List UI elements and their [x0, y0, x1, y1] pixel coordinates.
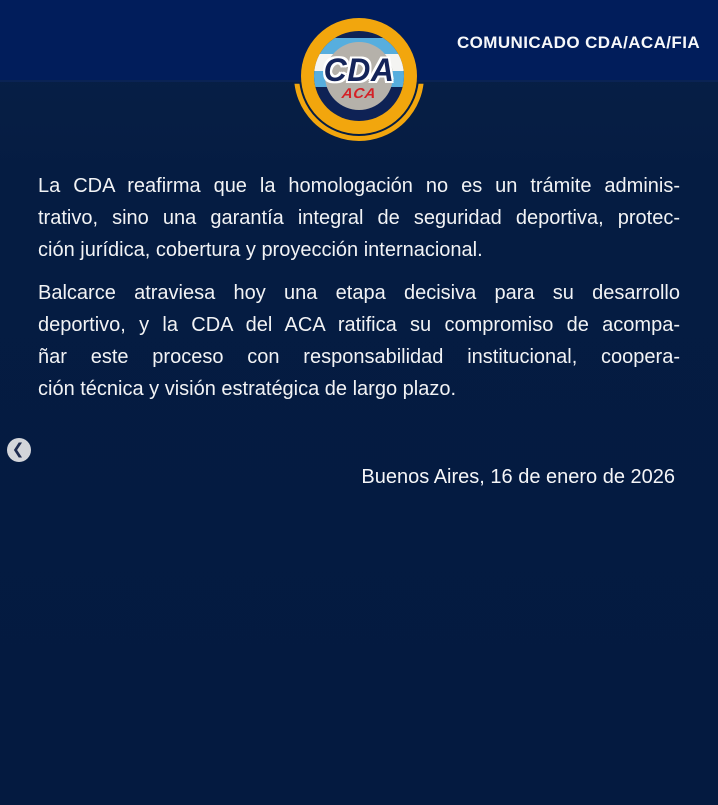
paragraph-line: Balcarce atraviesa hoy una etapa decisiva para su desarrollo	[38, 282, 680, 304]
communique-body	[0, 80, 718, 493]
header-title: COMUNICADO CDA/ACA/FIA	[456, 33, 700, 52]
logo-cda-text: CDA	[323, 51, 395, 88]
paragraph-line: trativo, sino una garantía integral de seguridad deportiva, protec-	[38, 207, 680, 229]
chevron-left-icon: ❮	[11, 439, 25, 458]
paragraph-balcarce	[38, 277, 680, 405]
dateline: Buenos Aires, 16 de enero de 2026	[361, 466, 675, 488]
paragraph-line: ción técnica y visión estratégica de largo plazo.	[38, 378, 457, 400]
logo-aca-mark: ACA	[340, 84, 378, 102]
paragraph-line: ñar este proceso con responsabilidad institucional, coopera-	[38, 346, 680, 368]
paragraph-homologacion	[38, 170, 680, 266]
paragraph-line: deportivo, y la CDA del ACA ratifica su compromiso de acompa-	[38, 314, 680, 336]
paragraph-line: ción jurídica, cobertura y proyección internacional.	[38, 239, 483, 261]
previous-slide-button[interactable]	[7, 438, 31, 462]
paragraph-line: La CDA reafirma que la homologación no es un trámite adminis-	[38, 175, 680, 197]
